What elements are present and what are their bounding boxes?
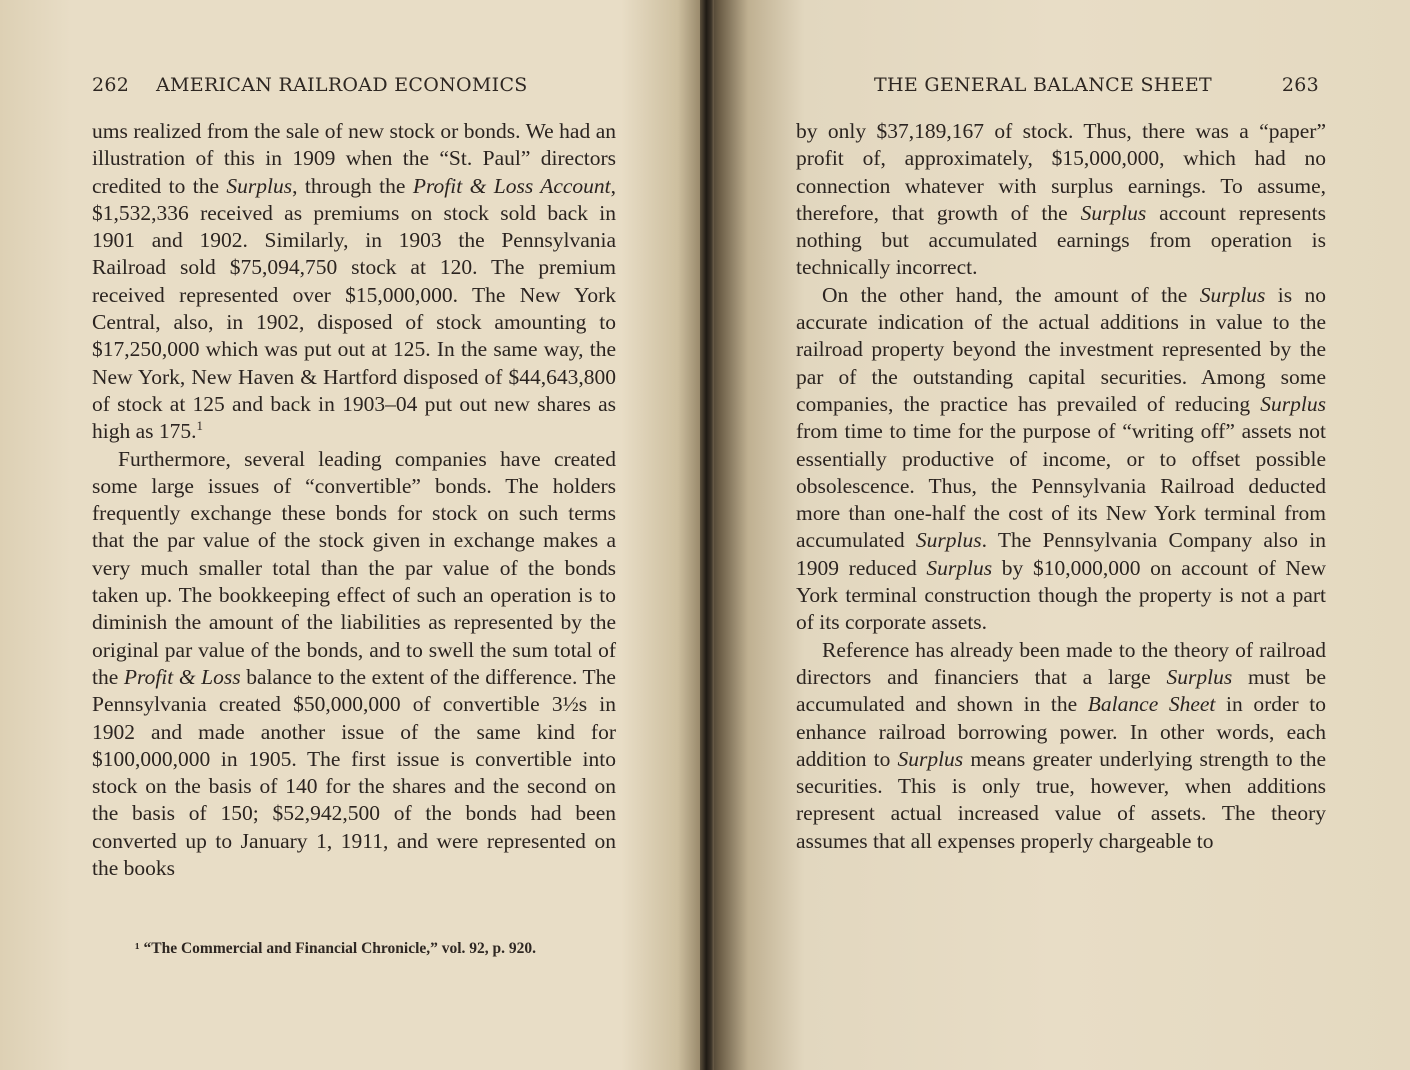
italic-term: Surplus	[897, 746, 964, 771]
paragraph	[92, 446, 616, 883]
italic-term: Surplus	[915, 528, 982, 553]
text-run: is no accurate indication of the actual additions in value to the railroad property beyond the investment represented by the par of the outstanding capital securities. Among some companies, the practice has prevailed of reducing	[796, 282, 1326, 416]
text-run: must be accumulated and shown in the	[796, 664, 1327, 717]
text-run: ums realized from the sale of new stock or bonds. We had an illustration of this in 1909 when the “St. Paul” directors credited to the	[92, 119, 616, 198]
left-page-number: 262	[92, 74, 130, 96]
right-page	[706, 0, 1410, 1070]
italic-term: Profit & Loss Account	[412, 173, 611, 198]
text-run: , $1,532,336 received as premiums on stock sold back in 1901 and 1902. Similarly, in 1903 the Pennsylvania Railroad sold $75,094,750 stock at 120. The premium received represented over $15,000,000. The New York Central, also, in 1902, disposed of stock amounting to $17,250,000 which was put out at 125. In the same way, the New York, New Haven & Hartford disposed of $44,643,800 of stock at 125 and back in 1903–04 put out new shares as high as 175.	[92, 173, 617, 444]
paragraph	[92, 118, 616, 446]
text-run: from time to time for the purpose of “writing off” assets not essentially productive of income, or to offset possible obsolescence. Thus, the Pennsylvania Railroad deducted more than one-half the cost of its New York terminal from accumulated	[796, 419, 1326, 553]
text-run: by only $37,189,167 of stock. Thus, there was a “paper” profit of, approximately, $15,000,000, which had no connection whatever with surplus earnings. To assume, therefore, that growth of the	[796, 119, 1326, 225]
footnote: ¹ “The Commercial and Financial Chronicle,” vol. 92, p. 920.	[135, 940, 537, 957]
text-run: balance to the extent of the difference. The Pennsylvania created $50,000,000 of convertible 3½s in 1902 and made another issue of the same kind for $100,000,000 in 1905. The first issue is convertible into stock on the basis of 140 for the shares and the second on the basis of 150; $52,942,500 of the bonds had been converted up to January 1, 1911, and were represented on the books	[92, 664, 616, 881]
footnote-marker: 1	[196, 419, 203, 434]
italic-term: Surplus	[1166, 664, 1233, 689]
right-body-text	[796, 118, 1326, 855]
italic-term: Surplus	[1080, 200, 1147, 225]
text-run: , through the	[292, 173, 413, 198]
italic-term: Profit & Loss	[123, 664, 241, 689]
text-run: Furthermore, several leading companies have created some large issues of “convertible” bonds. The holders frequently exchange these bonds for stock on such terms that the par value of the stock given in exchange makes a very much smaller total than the par value of the bonds taken up. The bookkeeping effect of such an operation is to diminish the amount of the liabilities as represented by the original par value of the bonds, and to swell the sum total of the	[92, 446, 616, 689]
text-run: means greater underlying strength to the securities. This is only true, however, when additions represent actual increased value of assets. The theory assumes that all expenses properly chargeable to	[796, 746, 1326, 853]
italic-term: Surplus	[926, 555, 993, 580]
italic-term: Surplus	[1260, 391, 1326, 416]
right-running-header	[874, 74, 1319, 102]
paragraph	[796, 637, 1326, 855]
text-run: On the other hand, the amount of the	[822, 282, 1200, 307]
left-running-head-title: AMERICAN RAILROAD ECONOMICS	[156, 74, 528, 96]
right-page-number: 263	[1281, 74, 1319, 96]
right-running-head-title: THE GENERAL BALANCE SHEET	[874, 74, 1212, 96]
italic-term: Surplus	[226, 173, 293, 198]
paragraph	[796, 282, 1326, 637]
book-gutter	[700, 0, 714, 1070]
paragraph	[796, 118, 1326, 282]
italic-term: Balance Sheet	[1087, 692, 1216, 717]
text-run: Reference has already been made to the theory of railroad directors and financiers that a large	[796, 637, 1326, 689]
text-run: in order to enhance railroad borrowing power. In other words, each addition to	[796, 692, 1327, 771]
left-body-text	[92, 118, 616, 882]
text-run: account represents nothing but accumulated earnings from operation is technically incorrect.	[796, 200, 1326, 280]
text-run: . The Pennsylvania Company also in 1909 reduced	[796, 528, 1326, 580]
left-running-header	[92, 74, 620, 102]
text-run: by $10,000,000 on account of New York terminal construction though the property is not a part of its corporate assets.	[796, 555, 1326, 635]
italic-term: Surplus	[1199, 282, 1266, 307]
